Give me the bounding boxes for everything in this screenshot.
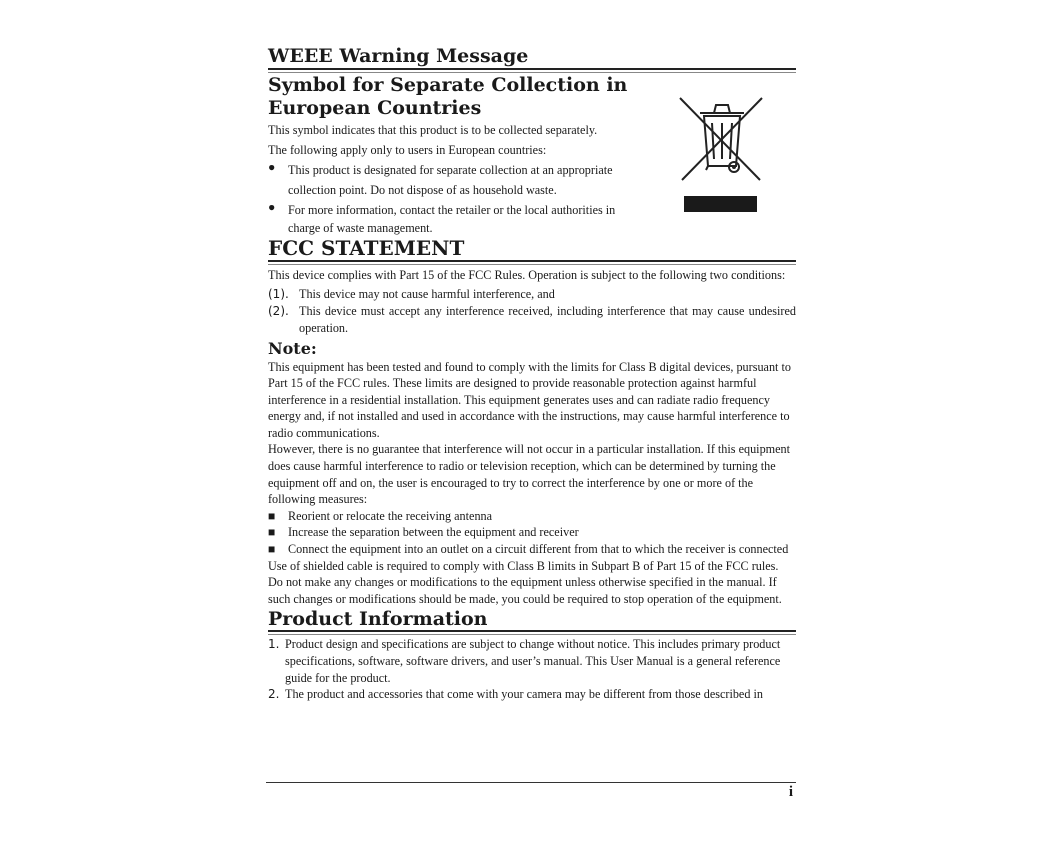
weee-subtitle-line2: European Countries (268, 97, 482, 119)
weee-title: WEEE Warning Message (268, 45, 529, 67)
weee-subtitle-line1: Symbol for Separate Collection in (268, 74, 628, 96)
bullet-dot-icon: ● (268, 200, 276, 214)
page-footer (266, 782, 796, 800)
section-rule (268, 68, 796, 70)
page-number: i (788, 784, 793, 800)
note-paragraph: This equipment has been tested and found to comply with the limits for Class B digital devices, pursuant to Part 15 of the FCC rules. These limits are designed to provide reasonable protection against harmful interference in a residential installation. This equipment generates uses and can radiate radio frequency energy and, if not installed and used in accordance with the instructions, may cause harmful interference to radio communications. (268, 359, 791, 440)
square-bullet-icon: ■ (268, 525, 276, 540)
note-title: Note: (268, 338, 317, 358)
fcc-condition: (1). This device may not cause harmful interference, and (268, 286, 555, 301)
modifications-text: Do not make any changes or modifications to the equipment unless otherwise specified in the manual. If such changes or modifications should be made, you could be required to stop operation of the equipment. (268, 575, 782, 606)
bullet-dot-icon: ● (268, 160, 276, 174)
weee-paragraph: This symbol indicates that this product is to be collected separately. (268, 123, 598, 137)
note-paragraph: However, there is no guarantee that interference will not occur in a particular installation. If this equipment does cause harmful interference to radio or television reception, which can be determined by turning the equipment off and on, the user is encouraged to try to correct the interference by one or more of the following measures: (268, 442, 791, 507)
square-bullet-icon: ■ (268, 542, 276, 557)
fcc-condition: (2). This device must accept any interference received, including interference that may cause undesired operation. (268, 303, 796, 335)
fcc-title: FCC STATEMENT (268, 236, 465, 260)
section-rule (268, 630, 796, 632)
crossed-out-wheelie-bin-icon (678, 96, 766, 216)
weee-bullet: ● For more information, contact the retailer or the local authorities in charge of waste management. (268, 200, 616, 235)
measure-item: ■ Increase the separation between the equipment and receiver (268, 525, 579, 540)
weee-paragraph: The following apply only to users in European countries: (268, 143, 547, 157)
measure-item: ■ Connect the equipment into an outlet on a circuit different from that to which the receiver is connected (268, 542, 789, 557)
product-info-item: 2. The product and accessories that come with your camera may be different from those described in (268, 687, 763, 702)
product-info-item: 1. Product design and specifications are subject to change without notice. This includes primary product specifications, software, software drivers, and user’s manual. This User Manual is a general reference guide for the product. (268, 637, 781, 685)
shielded-cable-text: Use of shielded cable is required to comply with Class B limits in Subpart B of Part 15 of the FCC rules. (268, 558, 779, 573)
section-rule (268, 260, 796, 262)
measure-item: ■ Reorient or relocate the receiving antenna (268, 508, 493, 523)
square-bullet-icon: ■ (268, 508, 276, 523)
weee-bullet: ● This product is designated for separate collection at an appropriate collection point. Do not dispose of as household waste. (268, 160, 796, 200)
product-info-title: Product Information (268, 608, 488, 631)
fcc-intro: This device complies with Part 15 of the FCC Rules. Operation is subject to the following two conditions: (268, 268, 786, 282)
